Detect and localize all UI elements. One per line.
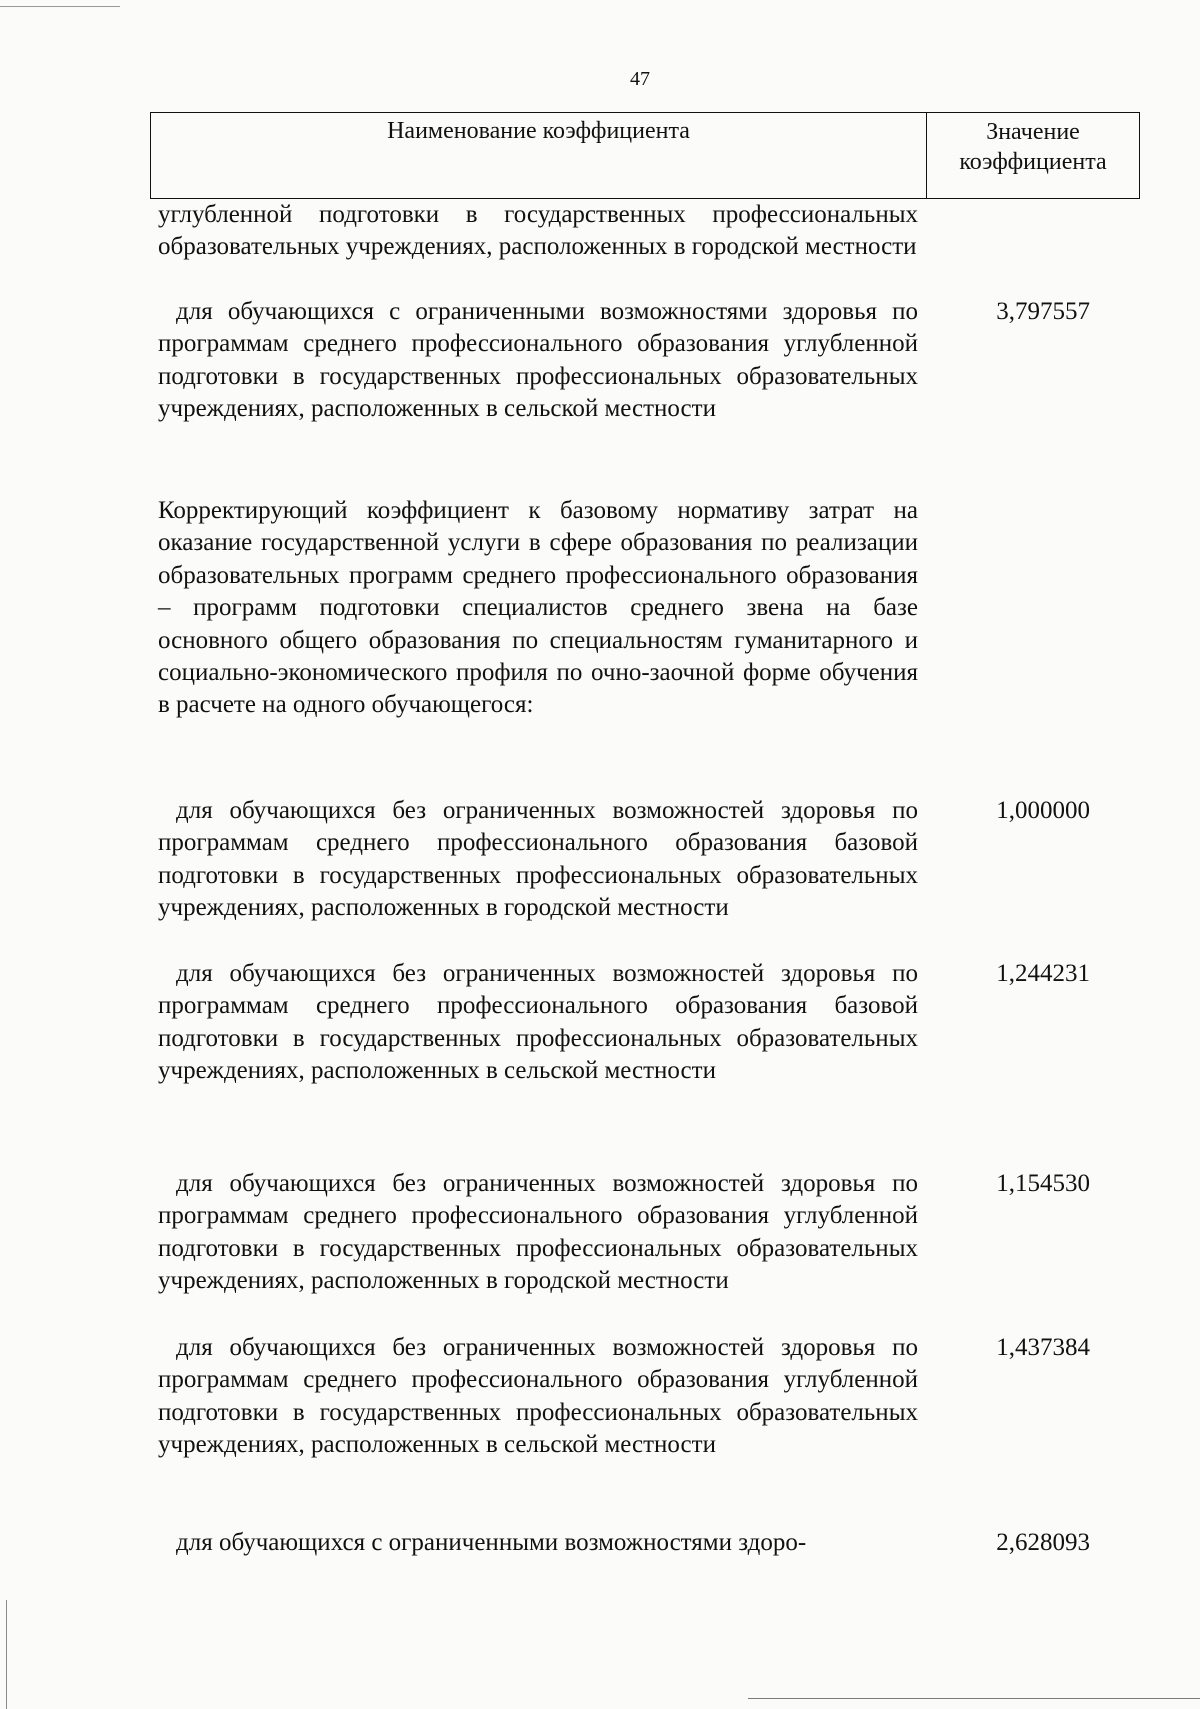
coefficient-value: 1,244231: [996, 960, 1090, 987]
top-rule: [0, 6, 120, 7]
table-row-text: углубленной подготовки в государственных профессиональных образовательных учреждениях, расположенных в городской местности: [158, 201, 918, 261]
bottom-rule: [748, 1698, 1200, 1699]
scan-edge-line: [6, 1600, 7, 1709]
table-row-text: для обучающихся без ограниченных возможностей здоровья по программам среднего профессионального образования углубленной подготовки в государственных профессиональных образовательных учреждениях, расположенных в городской местности: [158, 1170, 918, 1295]
table-row-text: для обучающихся с ограниченными возможностями здоровья по программам среднего профессионального образования углубленной подготовки в государственных профессиональных образовательных учреждениях, расположенных в сельской местности: [158, 298, 918, 423]
table-row-text: для обучающихся без ограниченных возможностей здоровья по программам среднего профессионального образования базовой подготовки в государственных профессиональных образовательных учреждениях, расположенных в сельской местности: [158, 960, 918, 1085]
header-value-line1: Значение: [986, 119, 1080, 145]
coefficient-value: 2,628093: [996, 1529, 1090, 1556]
section-heading-text: Корректирующий коэффициент к базовому нормативу затрат на оказание государственной услуги в сфере образования по реализации образовательных программ среднего профессионального образования – программ подготовки специалистов среднего звена на базе основного общего образования по специальностям гуманитарного и социально-экономического профиля по очно-заочной форме обучения в расчете на одного обучающегося:: [158, 497, 918, 719]
header-value-line2: коэффициента: [959, 149, 1107, 175]
coefficient-value: 1,437384: [996, 1334, 1090, 1361]
table-row-text: для обучающихся без ограниченных возможностей здоровья по программам среднего профессионального образования базовой подготовки в государственных профессиональных образовательных учреждениях, расположенных в городской местности: [158, 797, 918, 922]
table-row-text: для обучающихся с ограниченными возможностями здоро-: [176, 1529, 807, 1556]
header-value-column: [927, 113, 1139, 202]
table-header: [150, 112, 1140, 199]
header-name-column: Наименование коэффициента: [151, 113, 927, 198]
coefficient-value: 1,000000: [996, 797, 1090, 824]
coefficient-value: 3,797557: [996, 298, 1090, 325]
coefficient-value: 1,154530: [996, 1170, 1090, 1197]
table-row-text: для обучающихся без ограниченных возможностей здоровья по программам среднего профессионального образования углубленной подготовки в государственных профессиональных образовательных учреждениях, расположенных в сельской местности: [158, 1334, 918, 1459]
page-number: 47: [630, 68, 650, 90]
